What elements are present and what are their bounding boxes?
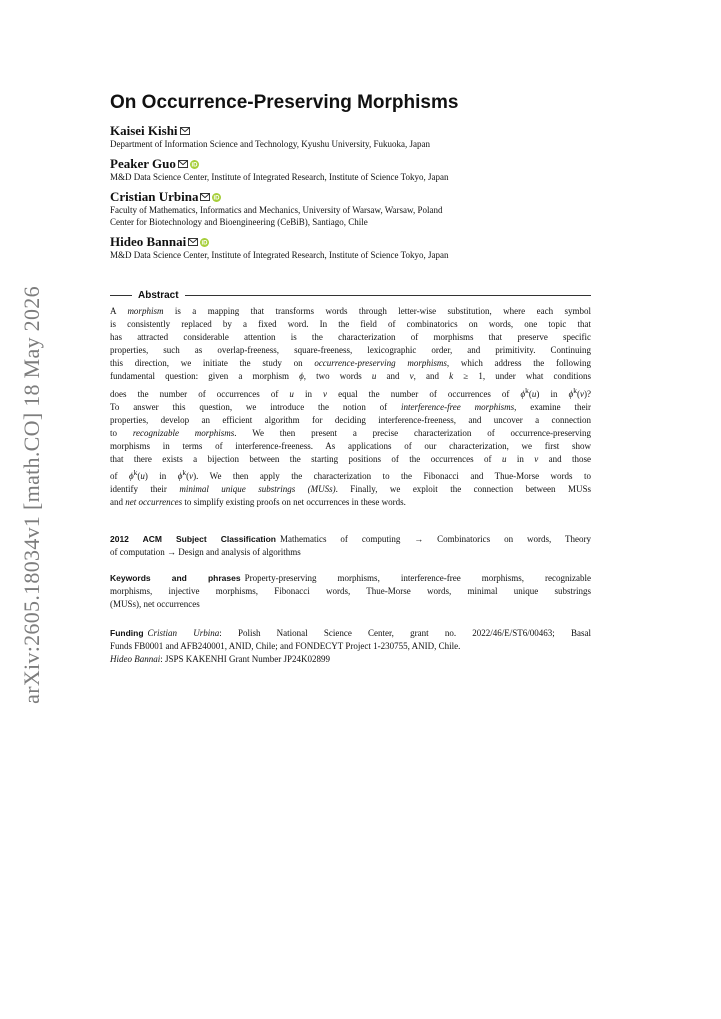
- author-name: [110, 123, 591, 138]
- funding-line: Funds FB0001 and AFB240001, ANID, Chile; and FONDECYT Project 1-230755, ANID, Chile.: [110, 641, 461, 651]
- author-icons: [188, 234, 209, 248]
- acm-classification: [110, 533, 591, 559]
- author-name-text: Peaker Guo: [110, 156, 176, 171]
- svg-text:iD: iD: [201, 240, 208, 247]
- author-icons: [178, 156, 199, 170]
- orcid-icon[interactable]: [212, 188, 221, 203]
- abstract-line: of $\phi^k(u)$ in $\phi^k(v)$. We then apply the characterization to the Fibonacci and Thue-Morse words to: [110, 468, 591, 482]
- abstract-line: properties, develop an efficient algorithm for deciding interference-freeness, and uncover a connection: [110, 414, 591, 425]
- keywords-section: [110, 572, 591, 611]
- abstract-text: [110, 305, 591, 509]
- funding-label: Funding: [110, 628, 144, 638]
- svg-text:iD: iD: [213, 195, 220, 202]
- orcid-icon[interactable]: [190, 155, 199, 170]
- paper-title: On Occurrence-Preserving Morphisms: [110, 92, 459, 113]
- abstract-line: has attracted considerable attention is the characterization of morphisms that preserve specific: [110, 332, 591, 343]
- author-name: [110, 234, 591, 249]
- author-affiliation: Faculty of Mathematics, Informatics and Mechanics, University of Warsaw, Warsaw, Poland: [110, 205, 443, 215]
- abstract-line: and net occurrences to simplify existing proofs on net occurrences in these words.: [110, 497, 406, 508]
- author-block: [110, 234, 591, 261]
- abstract-line: to recognizable morphisms. We then present a precise characterization of occurrence-preserving: [110, 427, 591, 438]
- arxiv-identifier-stamp[interactable]: arXiv:2605.18034v1 [math.CO] 18 May 2026: [19, 286, 44, 704]
- svg-text:iD: iD: [191, 162, 198, 169]
- abstract-line: properties, such as overlap-freeness, square-freeness, lexicographic order, and primitivity. Continuing: [110, 345, 591, 356]
- author-icons: [200, 189, 221, 203]
- keywords-line: Property-preserving morphisms, interference-free morphisms, recognizable: [244, 573, 591, 583]
- author-name-text: Hideo Bannai: [110, 234, 187, 249]
- author-block: [110, 156, 591, 183]
- author-affiliation: M&D Data Science Center, Institute of Integrated Research, Institute of Science Tokyo, Japan: [110, 250, 449, 260]
- abstract-line: is consistently replaced by a fixed word. In the field of combinatorics on words, one topic that: [110, 319, 591, 330]
- author-affiliation: M&D Data Science Center, Institute of Integrated Research, Institute of Science Tokyo, Japan: [110, 172, 449, 182]
- author-affiliation: Department of Information Science and Technology, Kyushu University, Fukuoka, Japan: [110, 139, 430, 149]
- author-name-text: Cristian Urbina: [110, 189, 199, 204]
- envelope-icon[interactable]: [188, 233, 198, 248]
- funding-section: [110, 627, 591, 666]
- envelope-icon[interactable]: [200, 188, 210, 203]
- funding-line: Cristian Urbina: Polish National Science Center, grant no. 2022/46/E/ST6/00463; Basal: [147, 628, 591, 638]
- author-list: [110, 123, 591, 267]
- author-block: [110, 189, 591, 228]
- keywords-line: (MUSs), net occurrences: [110, 599, 200, 609]
- keywords-label: Keywords and phrases: [110, 573, 241, 583]
- abstract-rule-left: [110, 295, 132, 296]
- acm-label: 2012 ACM Subject Classification: [110, 534, 277, 544]
- envelope-icon[interactable]: [180, 122, 190, 137]
- author-icons: [180, 123, 190, 137]
- abstract-label: Abstract: [138, 289, 179, 301]
- abstract-line: this direction, we initiate the study on occurrence-preserving morphisms, which address the following: [110, 358, 591, 369]
- acm-line: of computation → Design and analysis of algorithms: [110, 547, 301, 557]
- abstract-rule-right: [185, 295, 591, 296]
- orcid-icon[interactable]: [200, 233, 209, 248]
- abstract-line: that there exists a bijection between the starting positions of the occurrences of u in v and those: [110, 454, 591, 465]
- keywords-line: morphisms, injective morphisms, Fibonacci words, Thue-Morse words, minimal unique substrings: [110, 586, 591, 596]
- abstract-line: A morphism is a mapping that transforms words through letter-wise substitution, where each symbol: [110, 306, 591, 316]
- author-affiliation: Center for Biotechnology and Bioengineering (CeBiB), Santiago, Chile: [110, 217, 368, 227]
- abstract-line: does the number of occurrences of u in v equal the number of occurrences of $\phi^k(u)$ in $\phi^k(v)$?: [110, 385, 591, 399]
- author-block: [110, 123, 591, 150]
- abstract-line: To answer this question, we introduce the notion of interference-free morphisms, examine their: [110, 401, 591, 412]
- abstract-line: morphisms in terms of interference-freeness. As applications of our characterization, we first show: [110, 440, 591, 451]
- acm-line: Mathematics of computing → Combinatorics on words, Theory: [280, 534, 591, 544]
- funding-line: Hideo Bannai: JSPS KAKENHI Grant Number JP24K02899: [110, 654, 331, 664]
- abstract-header: [110, 289, 591, 301]
- author-name: [110, 189, 591, 204]
- abstract-line: identify their minimal unique substrings (MUSs). Finally, we exploit the connection between MUSs: [110, 484, 591, 495]
- author-name: [110, 156, 591, 171]
- author-name-text: Kaisei Kishi: [110, 123, 178, 138]
- envelope-icon[interactable]: [178, 155, 188, 170]
- abstract-line: fundamental question: given a morphism ϕ, two words u and v, and k ≥ 1, under what conditions: [110, 371, 591, 382]
